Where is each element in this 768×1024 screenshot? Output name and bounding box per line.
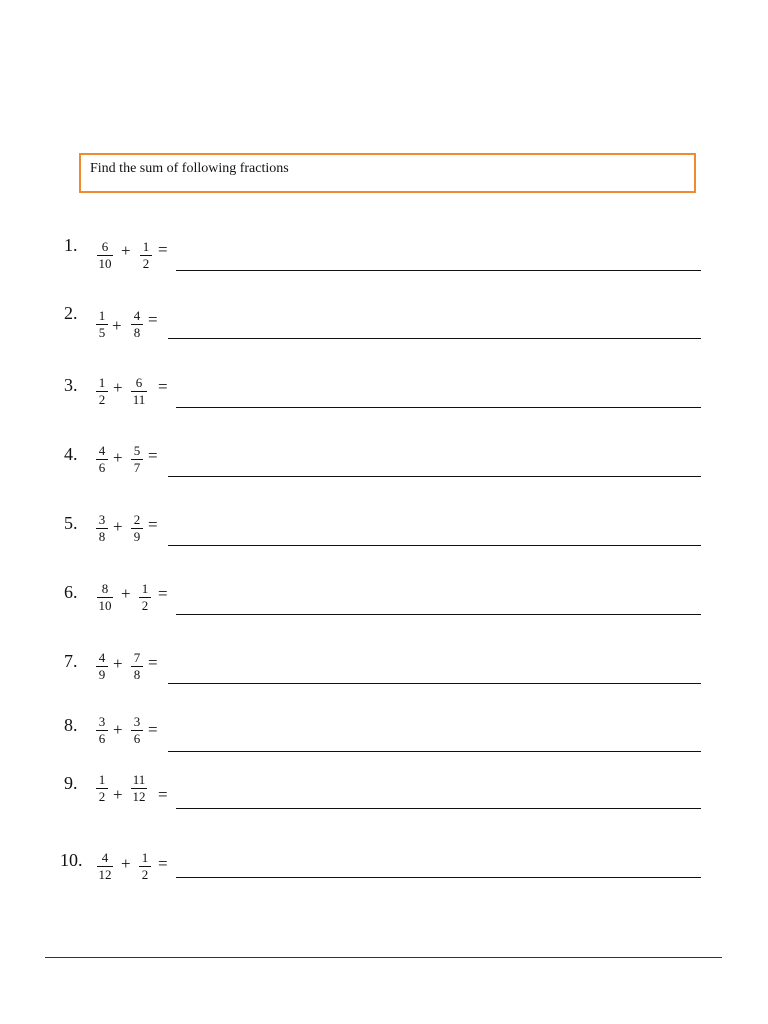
- denominator: 9: [98, 667, 106, 682]
- numerator: 1: [89, 309, 115, 325]
- plus-sign: +: [112, 316, 122, 335]
- problem-7: [0, 651, 768, 701]
- answer-line[interactable]: [168, 683, 701, 684]
- equals-sign: =: [148, 720, 158, 739]
- fraction-b: [126, 376, 152, 407]
- problem-5: [0, 513, 768, 563]
- fraction-a: [89, 513, 115, 544]
- numerator: 4: [124, 309, 150, 325]
- problem-3: [0, 375, 768, 425]
- denominator: 6: [133, 731, 141, 746]
- fraction-b: [132, 582, 158, 613]
- answer-line[interactable]: [176, 877, 701, 878]
- numerator: 2: [124, 513, 150, 529]
- fraction-a: [89, 651, 115, 682]
- numerator: 4: [92, 851, 118, 867]
- answer-line[interactable]: [168, 476, 701, 477]
- fraction-a: [92, 240, 118, 271]
- fraction-b: [132, 851, 158, 882]
- fraction-b: [124, 715, 150, 746]
- equals-sign: =: [158, 584, 168, 603]
- numerator: 8: [92, 582, 118, 598]
- answer-line[interactable]: [168, 751, 701, 752]
- plus-sign: +: [121, 241, 131, 260]
- problem-number: 5.: [64, 513, 78, 533]
- denominator: 9: [133, 529, 141, 544]
- equals-sign: =: [158, 854, 168, 873]
- problem-6: [0, 582, 768, 632]
- equals-sign: =: [158, 785, 168, 804]
- plus-sign: +: [113, 378, 123, 397]
- numerator: 1: [89, 376, 115, 392]
- numerator: 3: [89, 715, 115, 731]
- denominator: 11: [132, 392, 146, 407]
- numerator: 3: [89, 513, 115, 529]
- numerator: 1: [132, 582, 158, 598]
- fraction-b: [124, 309, 150, 340]
- fraction-b: [126, 773, 152, 804]
- problem-number: 8.: [64, 715, 78, 735]
- problem-number: 3.: [64, 375, 78, 395]
- answer-line[interactable]: [176, 614, 701, 615]
- denominator: 6: [98, 460, 106, 475]
- plus-sign: +: [113, 654, 123, 673]
- answer-line[interactable]: [168, 338, 701, 339]
- problem-number: 1.: [64, 235, 78, 255]
- denominator: 5: [98, 325, 106, 340]
- numerator: 11: [126, 773, 152, 789]
- equals-sign: =: [148, 653, 158, 672]
- problem-8: [0, 715, 768, 765]
- problem-2: [0, 303, 768, 353]
- problem-number: 10.: [60, 850, 83, 870]
- fraction-a: [92, 582, 118, 613]
- denominator: 8: [98, 529, 106, 544]
- plus-sign: +: [113, 785, 123, 804]
- fraction-a: [92, 851, 118, 882]
- plus-sign: +: [121, 854, 131, 873]
- numerator: 6: [92, 240, 118, 256]
- answer-line[interactable]: [176, 270, 701, 271]
- fraction-a: [89, 715, 115, 746]
- denominator: 2: [141, 867, 149, 882]
- problem-number: 4.: [64, 444, 78, 464]
- fraction-b: [133, 240, 159, 271]
- denominator: 10: [98, 256, 112, 271]
- problem-9: [0, 773, 768, 823]
- denominator: 12: [132, 789, 146, 804]
- denominator: 2: [98, 392, 106, 407]
- numerator: 1: [132, 851, 158, 867]
- fraction-b: [124, 444, 150, 475]
- denominator: 8: [133, 325, 141, 340]
- numerator: 6: [126, 376, 152, 392]
- fraction-a: [89, 444, 115, 475]
- problem-1: [0, 235, 768, 285]
- numerator: 5: [124, 444, 150, 460]
- numerator: 1: [89, 773, 115, 789]
- denominator: 10: [98, 598, 112, 613]
- fraction-a: [89, 376, 115, 407]
- denominator: 2: [142, 256, 150, 271]
- answer-line[interactable]: [176, 407, 701, 408]
- problem-number: 2.: [64, 303, 78, 323]
- plus-sign: +: [121, 584, 131, 603]
- equals-sign: =: [148, 446, 158, 465]
- fraction-b: [124, 513, 150, 544]
- answer-line[interactable]: [176, 808, 701, 809]
- equals-sign: =: [148, 310, 158, 329]
- numerator: 4: [89, 444, 115, 460]
- denominator: 12: [98, 867, 112, 882]
- denominator: 6: [98, 731, 106, 746]
- numerator: 7: [124, 651, 150, 667]
- numerator: 1: [133, 240, 159, 256]
- fraction-a: [89, 773, 115, 804]
- denominator: 8: [133, 667, 141, 682]
- problem-10: [0, 850, 768, 900]
- instruction-text: Find the sum of following fractions: [90, 161, 289, 176]
- footer-divider: [45, 957, 722, 958]
- problem-number: 6.: [64, 582, 78, 602]
- plus-sign: +: [113, 448, 123, 467]
- problem-4: [0, 444, 768, 494]
- instruction-box: [79, 153, 696, 193]
- denominator: 2: [98, 789, 106, 804]
- problem-number: 7.: [64, 651, 78, 671]
- denominator: 7: [133, 460, 141, 475]
- numerator: 3: [124, 715, 150, 731]
- denominator: 2: [141, 598, 149, 613]
- numerator: 4: [89, 651, 115, 667]
- equals-sign: =: [158, 240, 168, 259]
- problem-number: 9.: [64, 773, 78, 793]
- answer-line[interactable]: [168, 545, 701, 546]
- plus-sign: +: [113, 720, 123, 739]
- equals-sign: =: [148, 515, 158, 534]
- fraction-b: [124, 651, 150, 682]
- equals-sign: =: [158, 377, 168, 396]
- plus-sign: +: [113, 517, 123, 536]
